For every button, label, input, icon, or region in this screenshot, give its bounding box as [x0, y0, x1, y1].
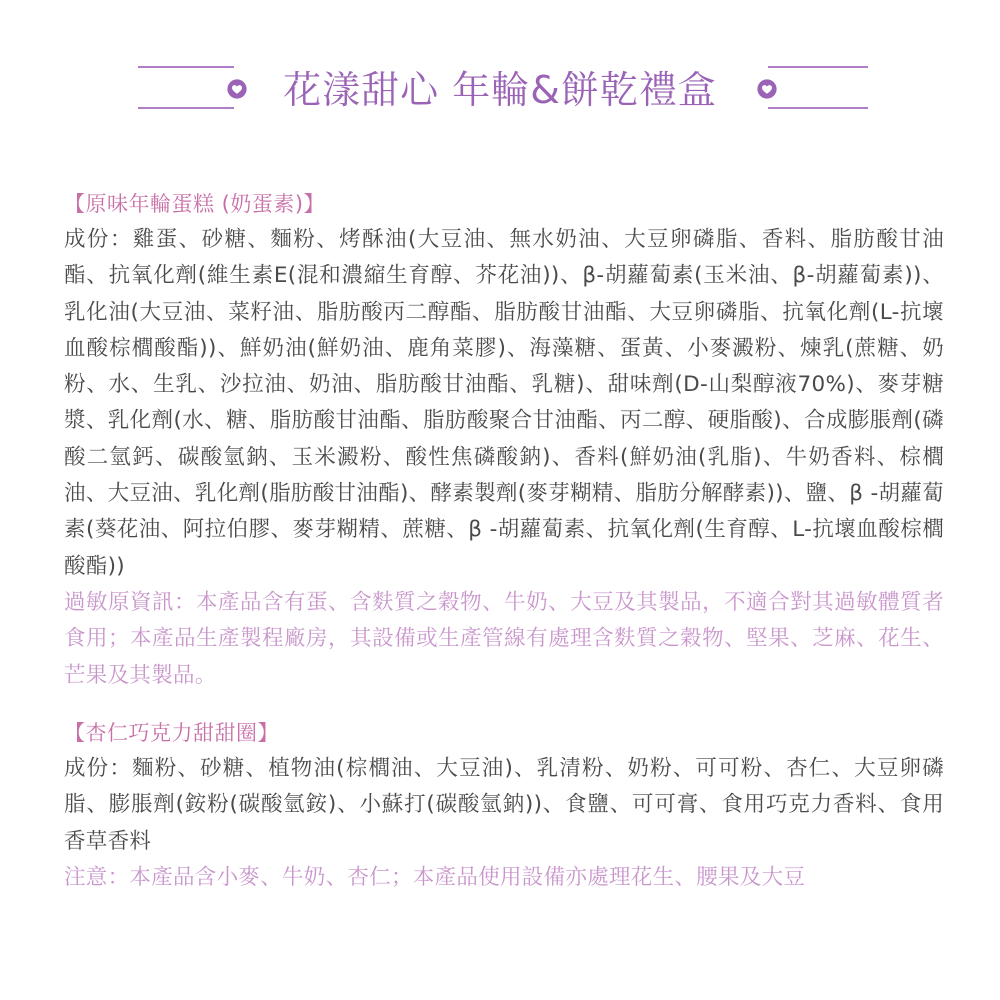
ingredients-text: 成份：麵粉、砂糖、植物油(棕櫚油、大豆油)、乳清粉、奶粉、可可粉、杏仁、大豆卵磷脂、膨脹劑(銨粉(碳酸氫銨)、小蘇打(碳酸氫鈉))、食鹽、可可膏、食用巧克力香料、食用香草香料: [64, 756, 944, 854]
header-rule-right-bottom: [768, 107, 868, 109]
heart-icon: [756, 78, 778, 100]
header-rule-left-bottom: [138, 107, 234, 109]
section-heading: 【杏仁巧克力甜甜圈】: [64, 721, 279, 745]
header-rule-right-top: [768, 66, 868, 68]
ingredients-text: 成份：雞蛋、砂糖、麵粉、烤酥油(大豆油、無水奶油、大豆卵磷脂、香料、脂肪酸甘油酯、抗氧化劑(維生素E(混和濃縮生育醇、芥花油))、β-胡蘿蔔素(玉米油、β-胡蘿蔔素))、乳化油(大豆油、菜籽油、脂肪酸丙二醇酯、脂肪酸甘油酯、大豆卵磷脂、抗氧化劑(L-抗壞血酸棕櫚酸酯))、鮮奶油(鮮奶油、鹿角菜膠)、海藻糖、蛋黃、小麥澱粉、煉乳(蔗糖、奶粉、水、生乳、沙拉油、奶油、脂肪酸甘油酯、乳糖)、甜味劑(D-山梨醇液70%)、麥芽糖漿、乳化劑(水、糖、脂肪酸甘油酯、脂肪酸聚合甘油酯、丙二醇、硬脂酸)、合成膨脹劑(磷酸二氫鈣、碳酸氫鈉、玉米澱粉、酸性焦磷酸鈉)、香料(鮮奶油(乳脂)、牛奶香料、棕櫚油、大豆油、乳化劑(脂肪酸甘油酯)、酵素製劑(麥芽糊精、脂肪分解酵素))、鹽、β -胡蘿蔔素(葵花油、阿拉伯膠、麥芽糊精、蔗糖、β -胡蘿蔔素、抗氧化劑(生育醇、L-抗壞血酸棕櫚酸酯)): [64, 227, 944, 579]
heart-icon: [226, 78, 248, 100]
header-rule-left-top: [138, 66, 234, 68]
section-baumkuchen: [64, 186, 944, 694]
section-heading: 【原味年輪蛋糕 (奶蛋素)】: [64, 192, 326, 216]
section-donut: [64, 715, 944, 896]
allergen-note: 過敏原資訊：本產品含有蛋、含麩質之穀物、牛奶、大豆及其製品，不適合對其過敏體質者食用；本產品生產製程廠房，其設備或生產管線有處理含麩質之穀物、堅果、芝麻、花生、芒果及其製品。: [64, 589, 944, 688]
page-title: 花漾甜心 年輪&餅乾禮盒: [283, 68, 717, 112]
allergen-note: 注意：本產品含小麥、牛奶、杏仁；本產品使用設備亦處理花生、腰果及大豆: [64, 864, 806, 890]
